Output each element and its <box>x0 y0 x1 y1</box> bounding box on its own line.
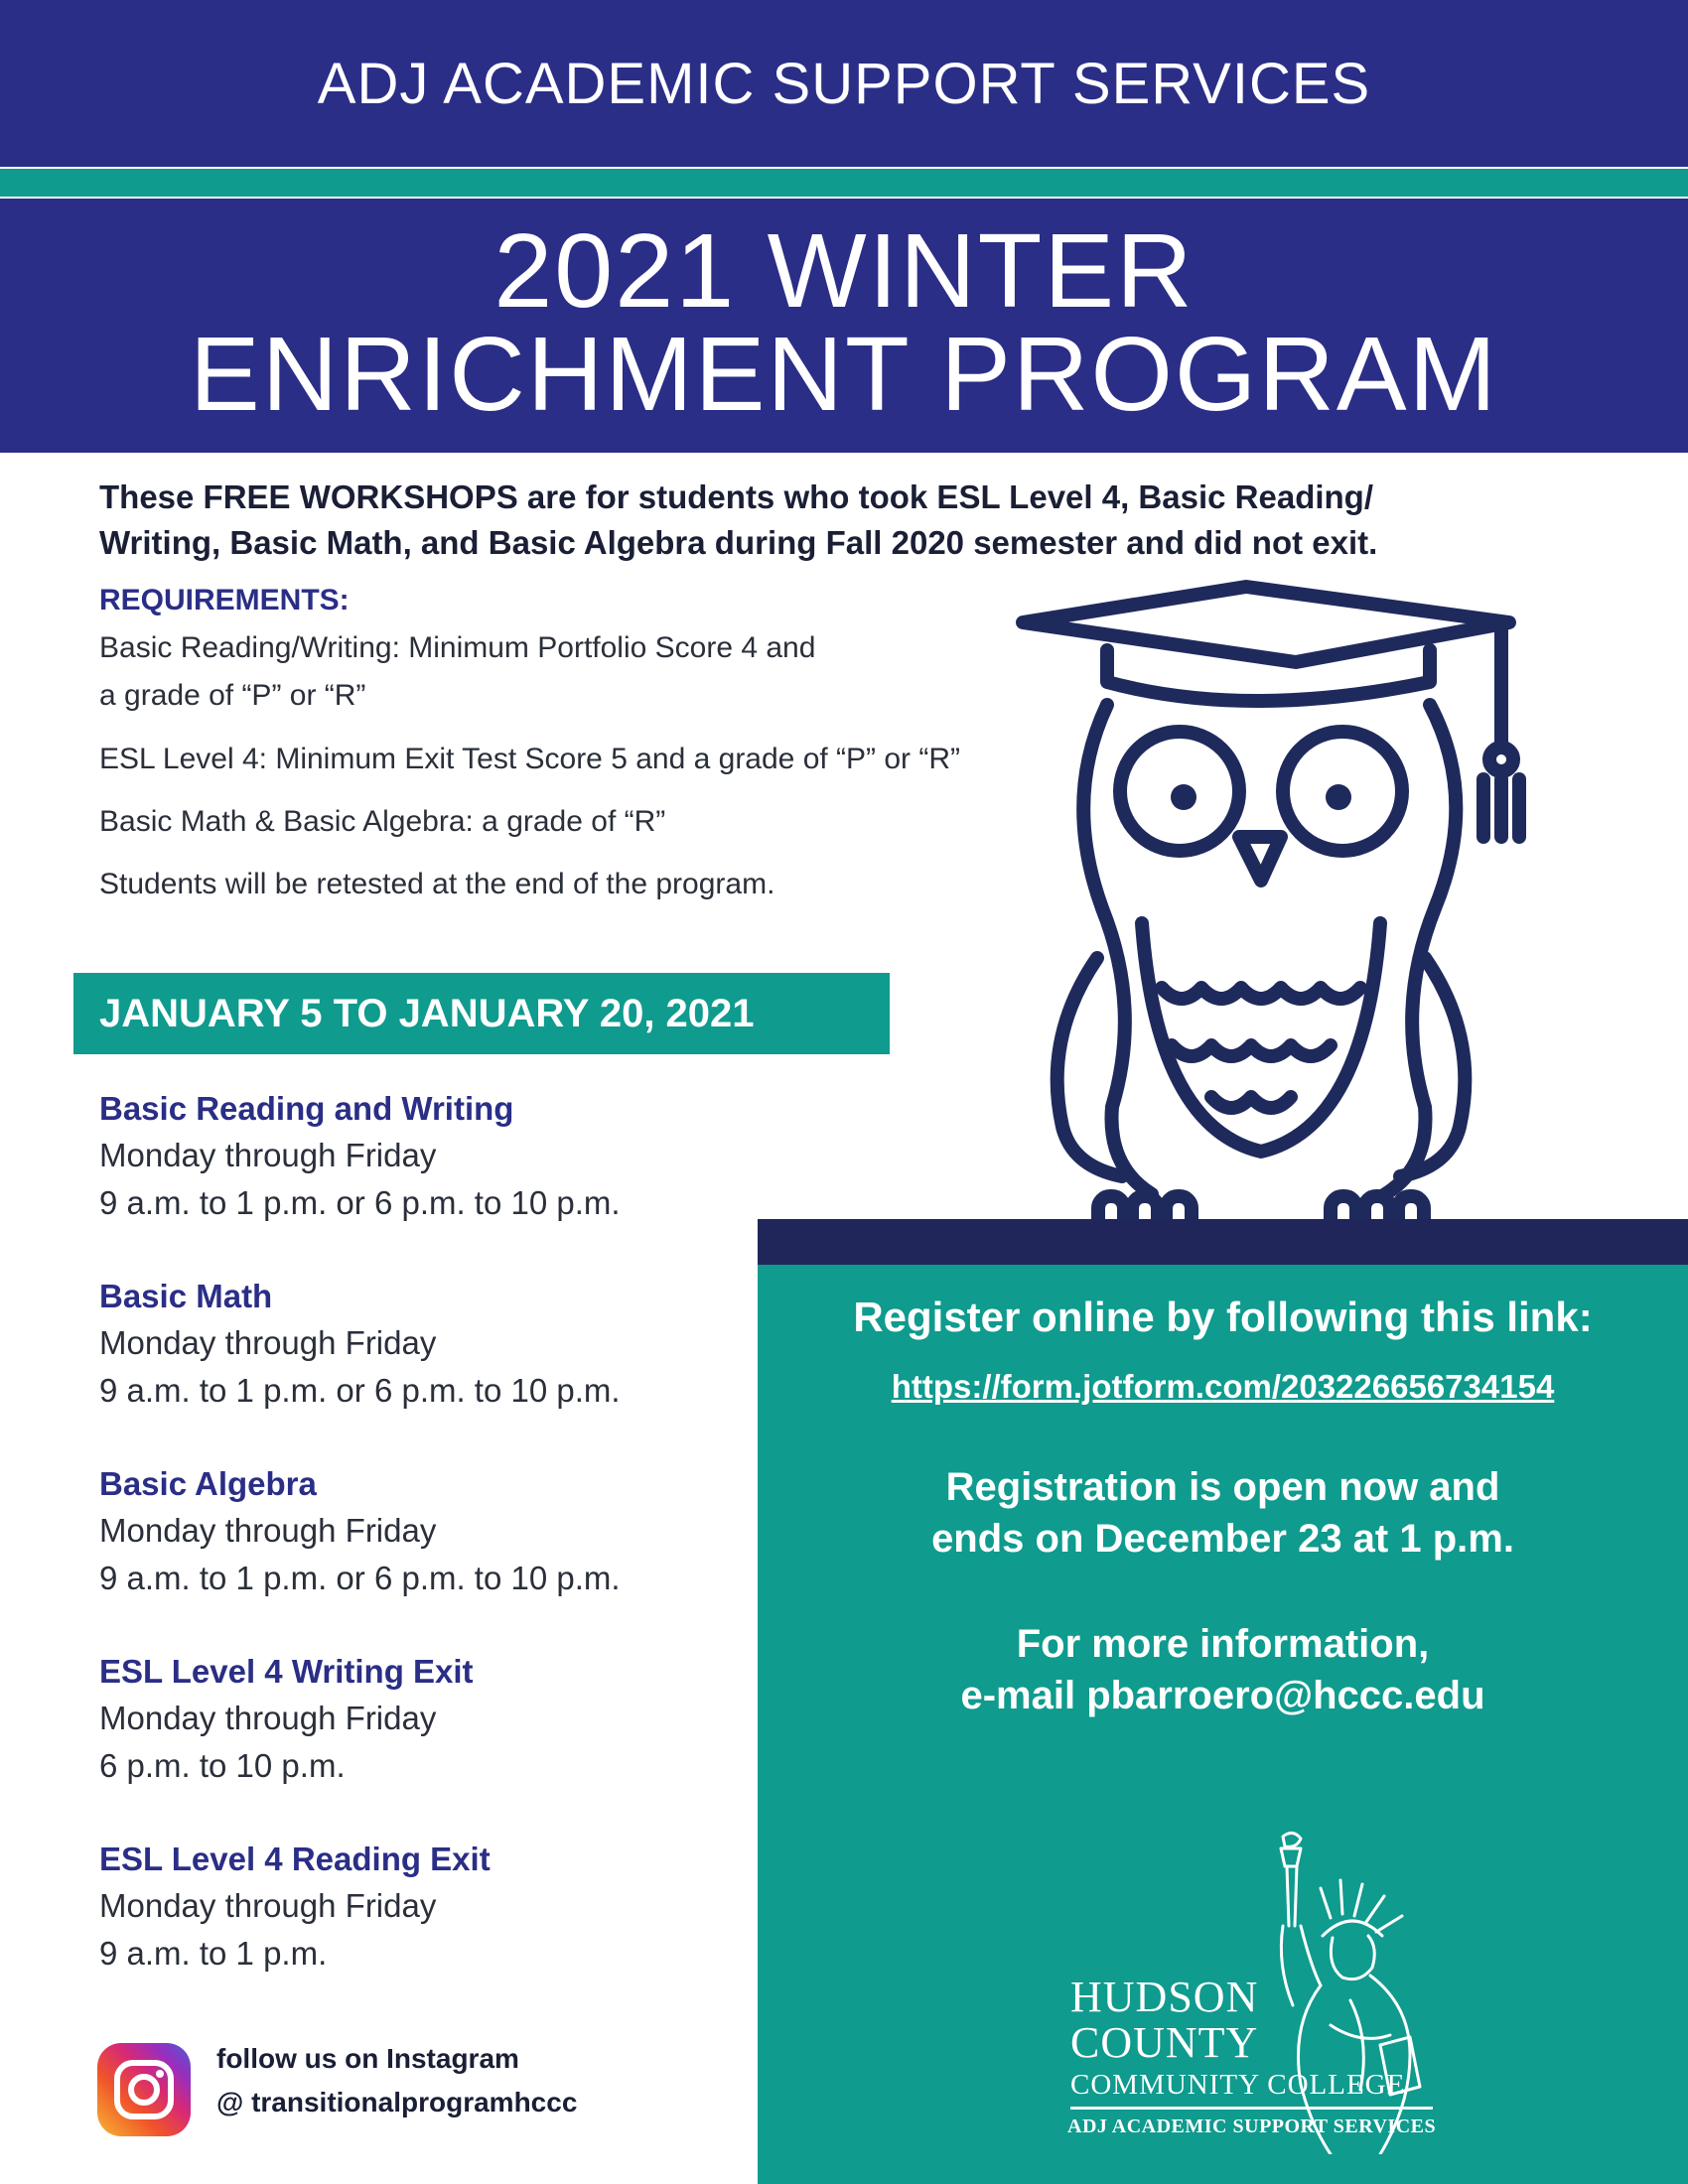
course-days: Monday through Friday <box>99 1887 437 1924</box>
intro-text <box>99 475 1609 566</box>
logo-rule <box>1070 2107 1433 2110</box>
top-banner <box>0 0 1688 167</box>
date-banner <box>73 973 890 1054</box>
course-block <box>99 1274 774 1415</box>
instagram-icon[interactable] <box>97 2043 191 2136</box>
course-block <box>99 1649 774 1790</box>
register-headline: Register online by following this link: <box>853 1294 1593 1340</box>
intro-line: These FREE WORKSHOPS are for students who took ESL Level 4, Basic Reading/ <box>99 478 1374 515</box>
course-block <box>99 1461 774 1602</box>
registration-deadline-line1: Registration is open now and <box>945 1465 1500 1509</box>
course-name: Basic Algebra <box>99 1465 317 1502</box>
course-block <box>99 1086 774 1227</box>
course-days: Monday through Friday <box>99 1137 437 1173</box>
course-block <box>99 1837 774 1978</box>
title-banner <box>0 199 1688 453</box>
course-days: Monday through Friday <box>99 1324 437 1361</box>
college-name-line3: COMMUNITY COLLEGE <box>1070 2069 1406 2101</box>
date-range: JANUARY 5 TO JANUARY 20, 2021 <box>99 992 755 1035</box>
requirement-line: Basic Reading/Writing: Minimum Portfolio Score 4 and <box>99 631 816 664</box>
requirement-line: Basic Math & Basic Algebra: a grade of “R” <box>99 805 666 838</box>
course-time: 9 a.m. to 1 p.m. or 6 p.m. to 10 p.m. <box>99 1372 621 1409</box>
contact-email: e-mail pbarroero@hccc.edu <box>960 1674 1485 1717</box>
course-name: Basic Reading and Writing <box>99 1090 514 1127</box>
requirement-line: Students will be retested at the end of the program. <box>99 868 775 900</box>
course-time: 9 a.m. to 1 p.m. or 6 p.m. to 10 p.m. <box>99 1560 621 1596</box>
requirement-line: ESL Level 4: Minimum Exit Test Score 5 and a grade of “P” or “R” <box>99 743 961 775</box>
course-time: 9 a.m. to 1 p.m. <box>99 1935 328 1972</box>
info-line1: For more information, <box>1016 1622 1430 1666</box>
college-name-line1: HUDSON <box>1070 1973 1259 2021</box>
intro-line: Writing, Basic Math, and Basic Algebra during Fall 2020 semester and did not exit. <box>99 524 1378 561</box>
course-name: Basic Math <box>99 1278 273 1314</box>
teal-divider <box>0 169 1688 197</box>
instagram-handle[interactable]: @ transitionalprogramhccc <box>216 2087 578 2117</box>
registration-link[interactable]: https://form.jotform.com/203226656734154 <box>891 1368 1555 1405</box>
course-days: Monday through Friday <box>99 1700 437 1736</box>
course-name: ESL Level 4 Writing Exit <box>99 1653 474 1690</box>
branch-bar <box>758 1219 1688 1265</box>
course-time: 6 p.m. to 10 p.m. <box>99 1747 346 1784</box>
department-title: ADJ ACADEMIC SUPPORT SERVICES <box>317 51 1371 116</box>
requirement-line: a grade of “P” or “R” <box>99 679 366 712</box>
graduation-owl-icon <box>993 571 1549 1286</box>
course-time: 9 a.m. to 1 p.m. or 6 p.m. to 10 p.m. <box>99 1184 621 1221</box>
course-name: ESL Level 4 Reading Exit <box>99 1841 491 1877</box>
requirements-heading: REQUIREMENTS: <box>99 584 350 616</box>
instagram-follow-text: follow us on Instagram <box>216 2043 519 2074</box>
program-title-line1: 2021 WINTER <box>493 212 1195 330</box>
logo-department: ADJ ACADEMIC SUPPORT SERVICES <box>1067 2116 1437 2137</box>
registration-deadline-line2: ends on December 23 at 1 p.m. <box>931 1517 1514 1561</box>
college-name-line2: COUNTY <box>1070 2018 1259 2067</box>
program-title-line2: ENRICHMENT PROGRAM <box>190 316 1498 433</box>
course-days: Monday through Friday <box>99 1512 437 1549</box>
